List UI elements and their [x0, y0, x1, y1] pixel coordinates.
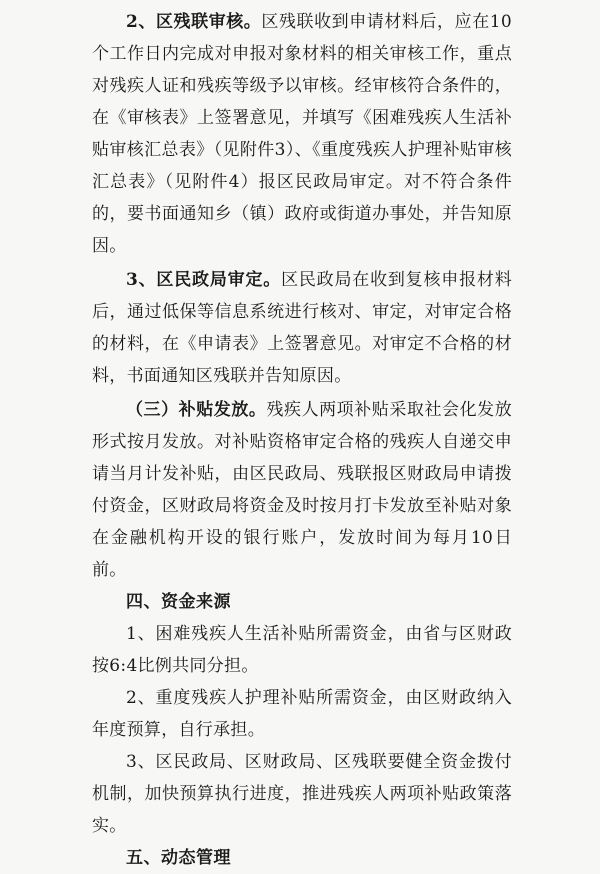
paragraph-text: 区残联收到申请材料后，应在10个工作日内完成对申报对象材料的相关审核工作，重点对残疾人证和残疾等级予以审核。经审核符合条件的，在《审核表》上签署意见，并填写《困难残疾人生活补贴审核汇总表》（见附件3）、《重度残疾人护理补贴审核汇总表》（见附件4）报区民政局审定。对不符合条件的，要书面通知乡（镇）政府或街道办事处，并告知原因。 [92, 12, 512, 256]
section-heading-funding-source: 四、资金来源 [126, 592, 231, 612]
paragraph-district-disabled-federation-review [92, 6, 512, 262]
paragraph-funding-item-3: 3、区民政局、区财政局、区残联要健全资金拨付机制，加快预算执行进度，推进残疾人两项补贴政策落实。 [92, 752, 512, 836]
paragraph-funding-item-2: 2、重度残疾人护理补贴所需资金，由区财政纳入年度预算，自行承担。 [92, 688, 512, 740]
paragraph-text: 残疾人两项补贴采取社会化发放形式按月发放。对补贴资格审定合格的残疾人自递交申请当月计发补贴，由区民政局、残联报区财政局申请拨付资金，区财政局将资金及时按月打卡发放至补贴对象在金融机构开设的银行账户，发放时间为每月10日前。 [92, 400, 512, 580]
paragraph-lead: （三）补贴发放。 [126, 400, 267, 420]
paragraph-subsidy-payment [92, 394, 512, 586]
paragraph-lead: 3、区民政局审定。 [126, 270, 282, 290]
paragraph-lead: 2、区残联审核。 [126, 12, 262, 32]
section-heading-dynamic-management: 五、动态管理 [126, 848, 231, 868]
paragraph-funding-item-1: 1、困难残疾人生活补贴所需资金，由省与区财政按6:4比例共同分担。 [92, 624, 512, 676]
paragraph-text: 区民政局在收到复核申报材料后，通过低保等信息系统进行核对、审定，对审定合格的材料，在《申请表》上签署意见。对审定不合格的材料，书面通知区残联并告知原因。 [92, 270, 512, 386]
paragraph-civil-affairs-approval [92, 264, 512, 392]
